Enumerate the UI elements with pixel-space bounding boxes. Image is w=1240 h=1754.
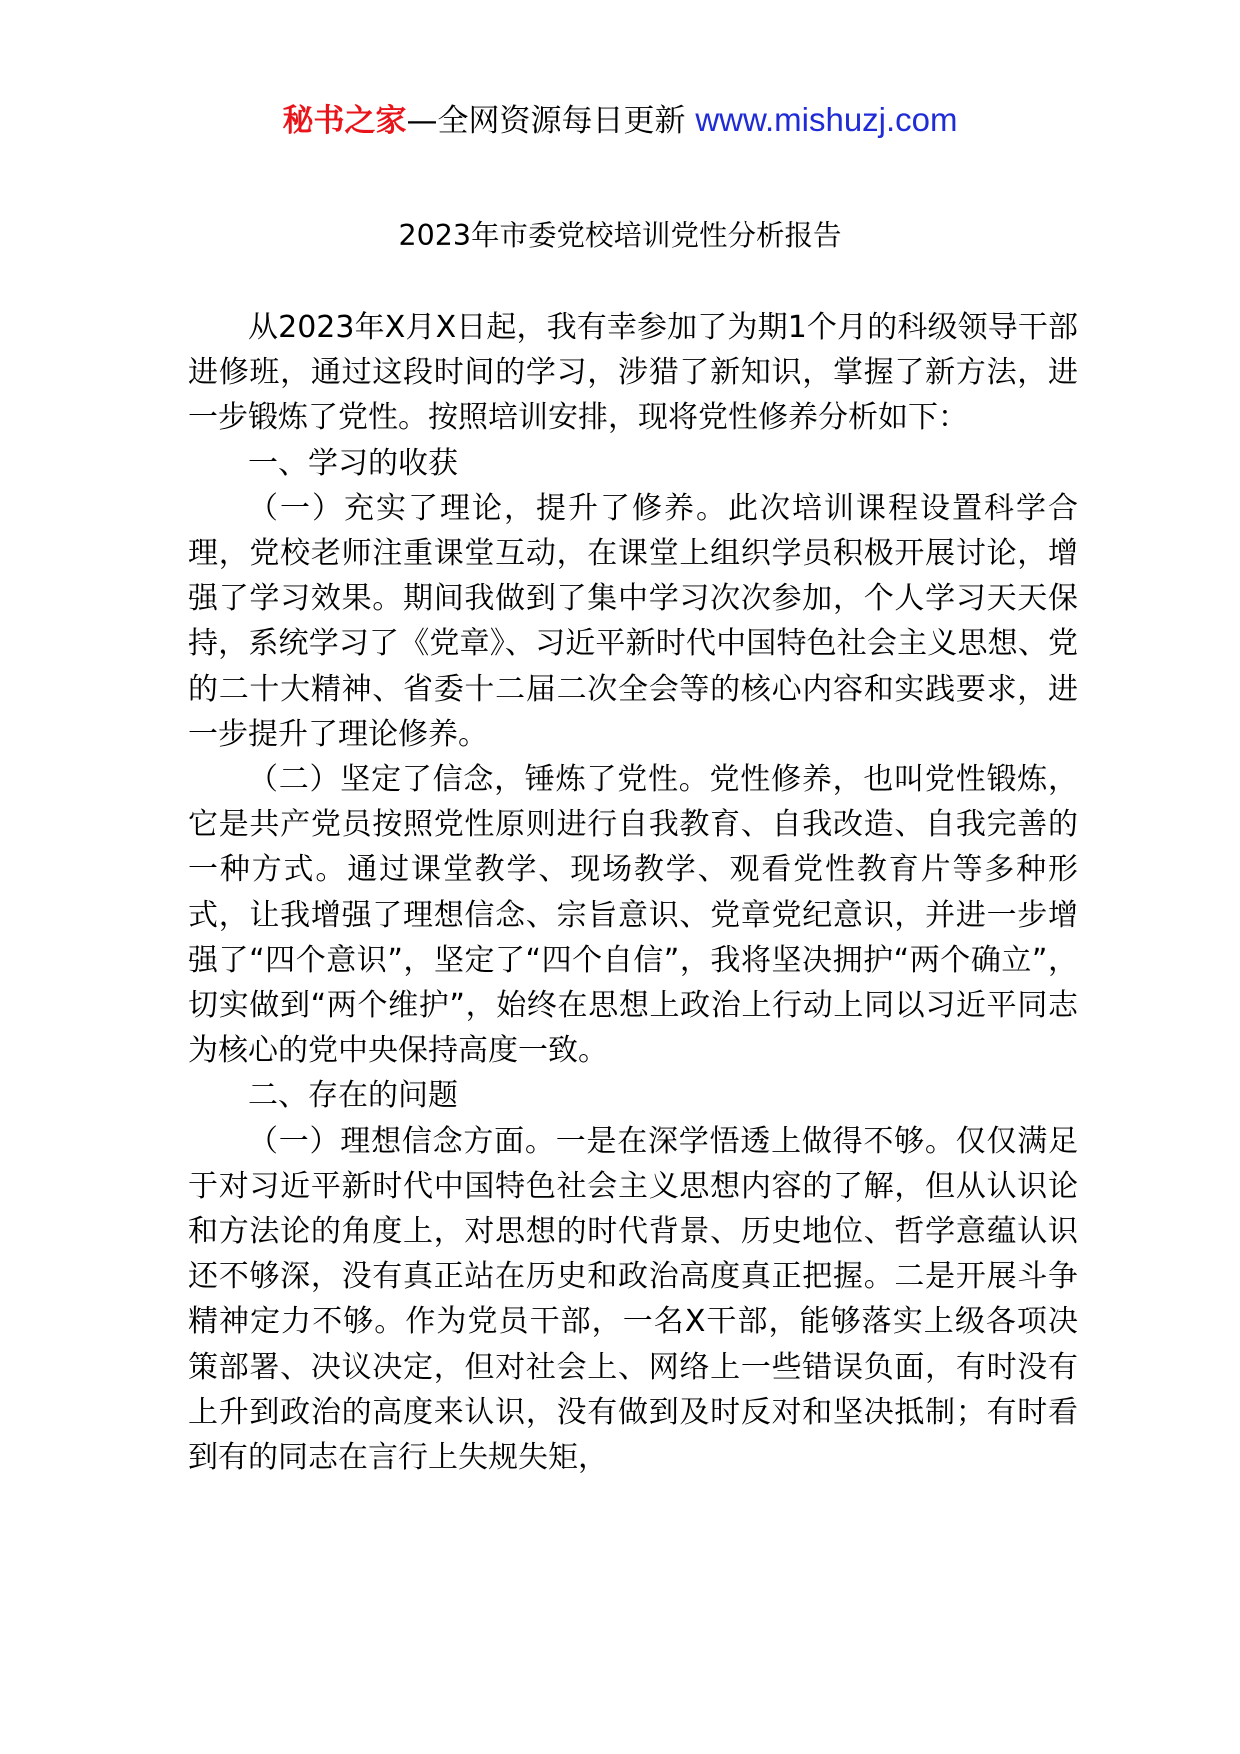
site-tagline: —全网资源每日更新 <box>406 103 686 139</box>
gains-paragraph-1: （一）充实了理论，提升了修养。此次培训课程设置科学合理，党校老师注重课堂互动，在课堂上组织学员积极开展讨论，增强了学习效果。期间我做到了集中学习次次参加，个人学习天天保持，系统学习了《党章》、习近平新时代中国特色社会主义思想、党的二十大精神、省委十二届二次全会等的核心内容和实践要求，进一步提升了理论修养。 <box>188 490 1078 752</box>
document-title: 2023年市委党校培训党性分析报告 <box>398 219 842 252</box>
intro-paragraph: 从2023年X月X日起，我有幸参加了为期1个月的科级领导干部进修班，通过这段时间的学习，涉猎了新知识，掌握了新方法，进一步锻炼了党性。按照培训安排，现将党性修养分析如下： <box>188 310 1078 436</box>
section-heading-problems: 二、存在的问题 <box>248 1078 458 1114</box>
problems-paragraph-1: （一）理想信念方面。一是在深学悟透上做得不够。仅仅满足于对习近平新时代中国特色社会主义思想内容的了解，但从认识论和方法论的角度上，对思想的时代背景、历史地位、哲学意蕴认识还不够深，没有真正站在历史和政治高度真正把握。二是开展斗争精神定力不够。作为党员干部，一名X干部，能够落实上级各项决策部署、决议决定，但对社会上、网络上一些错误负面，有时没有上升到政治的高度来认识，没有做到及时反对和坚决抵制；有时看到有的同志在言行上失规失矩， <box>188 1123 1078 1476</box>
document-body <box>188 305 1078 1480</box>
site-header <box>0 98 1240 143</box>
site-url-link[interactable]: www.mishuzj.com <box>695 101 958 138</box>
gains-paragraph-2: （二）坚定了信念，锤炼了党性。党性修养，也叫党性锻炼，它是共产党员按照党性原则进行自我教育、自我改造、自我完善的一种方式。通过课堂教学、现场教学、观看党性教育片等多种形式，让我增强了理想信念、宗旨意识、党章党纪意识，并进一步增强了“四个意识”，坚定了“四个自信”，我将坚决拥护“两个确立”，切实做到“两个维护”，始终在思想上政治上行动上同以习近平同志为核心的党中央保持高度一致。 <box>188 762 1078 1069</box>
section-heading-gains: 一、学习的收获 <box>248 445 458 481</box>
site-brand: 秘书之家 <box>282 103 407 139</box>
